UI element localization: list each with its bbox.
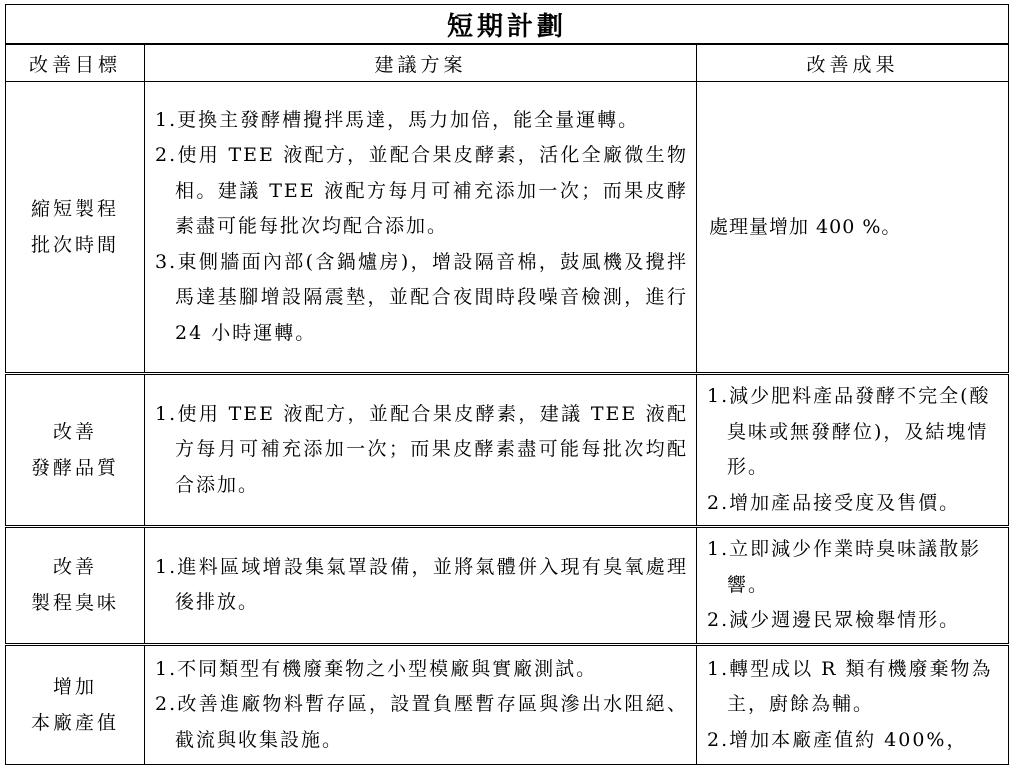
- result-cell: [697, 374, 1009, 527]
- result-item: 1.轉型成以 R 類有機廢棄物為主，廚餘為輔。: [707, 657, 993, 715]
- goal-line: 改善: [52, 556, 97, 579]
- result-item: 2.減少週邊民眾檢舉情形。: [707, 609, 961, 631]
- goal-line: 縮短製程: [30, 198, 119, 220]
- result-cell: [697, 527, 1009, 645]
- goal-cell: [6, 644, 145, 765]
- goal-cell: [6, 82, 145, 374]
- proposal-item: 1.使用 TEE 液配方，並配合果皮酵素，建議 TEE 液配方每月可補充添加一次；而果皮酵素盡可能每批次均配合添加。: [155, 402, 688, 496]
- table-row: [6, 644, 1009, 765]
- result-cell: [697, 644, 1009, 765]
- goal-line: 批次時間: [30, 234, 119, 256]
- proposal-item: 2.改善進廠物料暫存區，設置負壓暫存區與滲出水阻絕、截流與收集設施。: [155, 693, 688, 751]
- proposal-item: 1.進料區域增設集氣罩設備，並將氣體併入現有臭氧處理後排放。: [155, 555, 688, 614]
- proposal-item: 2.使用 TEE 液配方，並配合果皮酵素，活化全廠微生物相。建議 TEE 液配方每月可補充添加一次；而果皮酵素盡可能每批次均配合添加。: [155, 144, 688, 238]
- goal-line: 改善: [52, 421, 97, 443]
- proposal-item: 1.更換主發酵槽攪拌馬達，馬力加倍，能全量運轉。: [155, 108, 640, 131]
- goal-cell: [6, 374, 145, 527]
- result-item: 1.立即減少作業時臭味議散影響。: [707, 538, 982, 596]
- goal-cell: [6, 527, 145, 645]
- proposal-cell: [145, 374, 697, 527]
- goal-line: 增加: [52, 675, 97, 698]
- table-row: [6, 82, 1009, 374]
- table-row: [6, 374, 1009, 527]
- result-item: 2.增加產品接受度及售價。: [707, 491, 961, 514]
- short-term-plan-table: [5, 4, 1009, 765]
- table-title: 短期計劃: [6, 5, 1009, 45]
- result-item: 2.增加本廠產值約 400%，: [707, 728, 968, 751]
- result-cell: [697, 82, 1009, 374]
- header-proposal: 建議方案: [145, 44, 697, 82]
- header-result: 改善成果: [697, 44, 1009, 82]
- goal-line: 發酵品質: [30, 457, 119, 479]
- result-item: 處理量增加 400 %。: [709, 215, 902, 238]
- proposal-item: 1.不同類型有機廢棄物之小型模廠與實廠測試。: [155, 657, 598, 680]
- result-item: 1.減少肥料產品發酵不完全(酸臭味或無發酵位)，及結塊情形。: [707, 385, 991, 478]
- goal-line: 製程臭味: [30, 592, 119, 615]
- proposal-cell: [145, 82, 697, 374]
- goal-line: 本廠產值: [30, 711, 119, 734]
- proposal-cell: [145, 644, 697, 765]
- proposal-cell: [145, 527, 697, 645]
- header-goal: 改善目標: [6, 44, 145, 82]
- table-row: [6, 527, 1009, 645]
- proposal-item: 3.東側牆面內部(含鍋爐房)，增設隔音棉，鼓風機及攪拌馬達基腳增設隔震墊，並配合夜間時段噪音檢測，進行 24 小時運轉。: [155, 250, 688, 344]
